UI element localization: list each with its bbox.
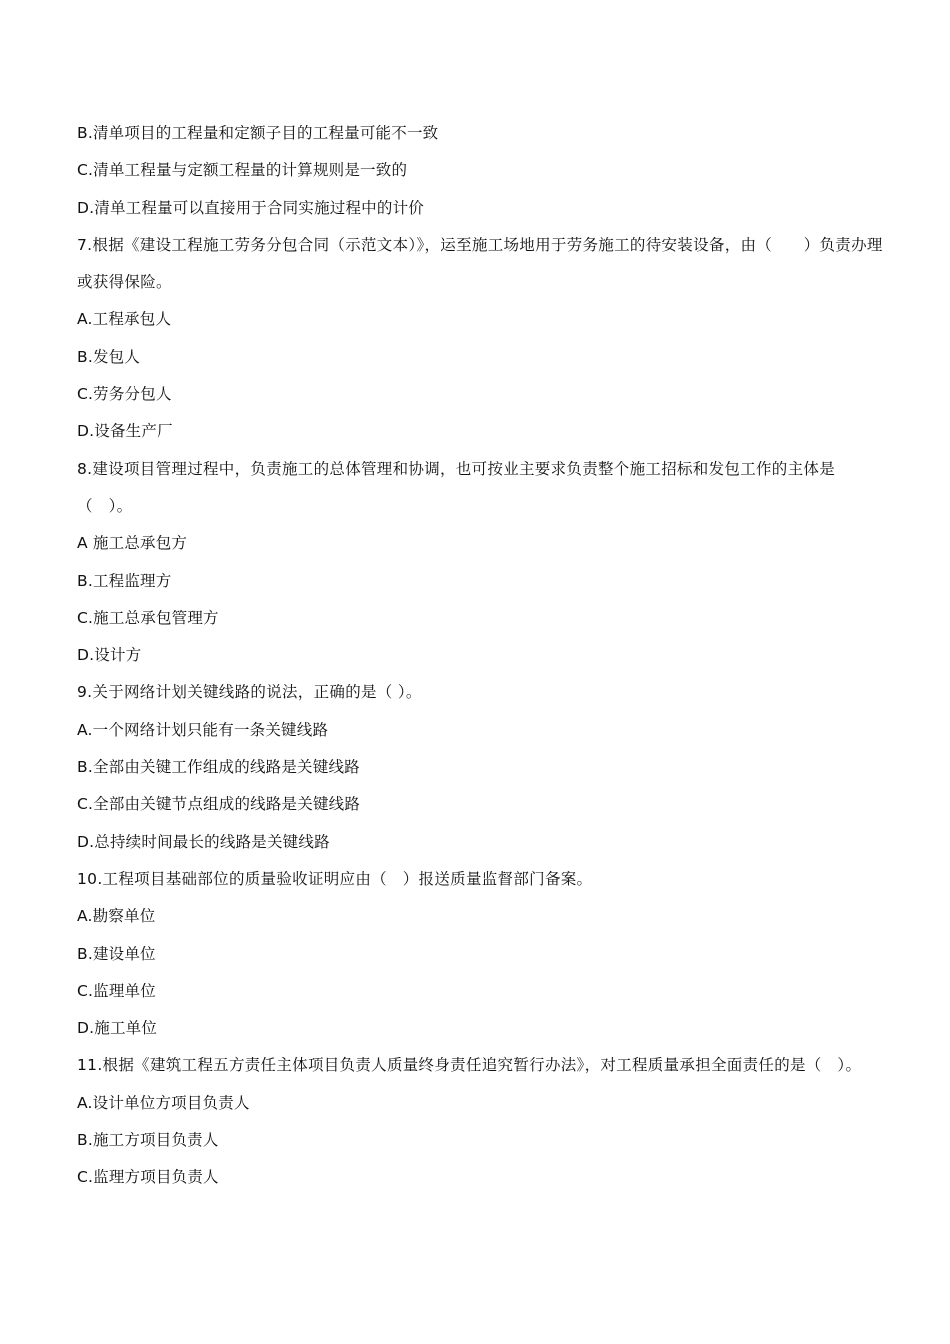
question-8-option-c: C.施工总承包管理方 bbox=[77, 608, 219, 627]
option-7-prev-d: D.清单工程量可以直接用于合同实施过程中的计价 bbox=[77, 198, 424, 217]
question-10-option-b: B.建设单位 bbox=[77, 944, 156, 963]
question-11: 11.根据《建筑工程五方责任主体项目负责人质量终身责任追究暂行办法》，对工程质量承担全面责任的是（ ）。 bbox=[77, 1056, 862, 1075]
question-8-option-d: D.设计方 bbox=[77, 646, 142, 665]
question-8: 8.建设项目管理过程中，负责施工的总体管理和协调，也可按业主要求负责整个施工招标和发包工作的主体是（ ）。 bbox=[77, 459, 835, 515]
question-7-option-a: A.工程承包人 bbox=[77, 310, 172, 329]
question-7-option-d: D.设备生产厂 bbox=[77, 422, 173, 441]
question-9-option-c: C.全部由关键节点组成的线路是关键线路 bbox=[77, 795, 361, 814]
question-11-option-a: A.设计单位方项目负责人 bbox=[77, 1093, 250, 1112]
question-list bbox=[77, 115, 883, 1197]
question-10-option-c: C.监理单位 bbox=[77, 981, 156, 1000]
question-9: 9.关于网络计划关键线路的说法，正确的是（ ）。 bbox=[77, 683, 422, 702]
question-9-option-b: B.全部由关键工作组成的线路是关键线路 bbox=[77, 758, 360, 777]
question-11-option-c: C.监理方项目负责人 bbox=[77, 1168, 219, 1187]
question-10-option-a: A.勘察单位 bbox=[77, 907, 156, 926]
question-7-option-c: C.劳务分包人 bbox=[77, 385, 172, 404]
question-7-option-b: B.发包人 bbox=[77, 347, 141, 366]
question-10: 10.工程项目基础部位的质量验收证明应由（ ）报送质量监督部门备案。 bbox=[77, 869, 593, 888]
question-8-option-a: A 施工总承包方 bbox=[77, 534, 188, 553]
option-7-prev-b: B.清单项目的工程量和定额子目的工程量可能不一致 bbox=[77, 124, 439, 142]
question-9-option-d: D.总持续时间最长的线路是关键线路 bbox=[77, 832, 330, 851]
question-7: 7.根据《建设工程施工劳务分包合同（示范文本）》，运至施工场地用于劳务施工的待安装设备，由（ ）负责办理或获得保险。 bbox=[77, 235, 883, 292]
option-7-prev-c: C.清单工程量与定额工程量的计算规则是一致的 bbox=[77, 161, 408, 180]
question-8-option-b: B.工程监理方 bbox=[77, 571, 172, 590]
question-11-option-b: B.施工方项目负责人 bbox=[77, 1131, 219, 1150]
question-9-option-a: A.一个网络计划只能有一条关键线路 bbox=[77, 720, 329, 739]
question-10-option-d: D.施工单位 bbox=[77, 1019, 158, 1038]
